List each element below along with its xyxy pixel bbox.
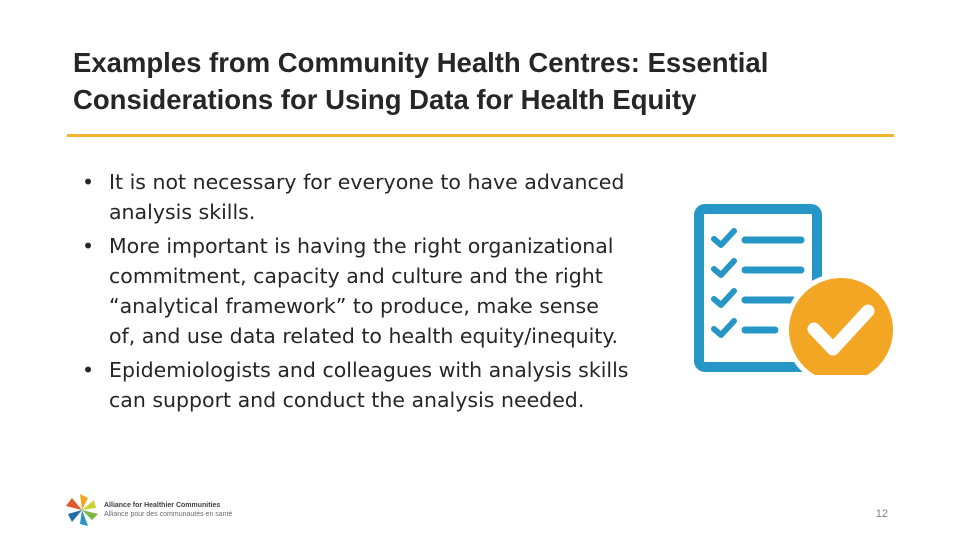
page-number: 12 (875, 508, 888, 520)
organization-logo (64, 492, 264, 528)
bullet-text-line: analysis skills. (109, 200, 256, 224)
bullet-item (82, 355, 692, 415)
bullet-marker: • (82, 170, 95, 194)
checklist-with-checkmark-icon (693, 203, 903, 375)
bullet-text-line: More important is having the right organizational (109, 234, 614, 258)
bullet-text-line: Epidemiologists and colleagues with analysis skills (109, 358, 629, 382)
bullet-text-line: of, and use data related to health equity/inequity. (109, 324, 619, 348)
logo-name-french: Alliance pour des communautés en santé (104, 511, 233, 518)
bullet-item (82, 231, 692, 351)
bullet-text-line: “analytical framework” to produce, make sense (109, 294, 599, 318)
bullet-marker: • (82, 234, 95, 258)
bullet-list (82, 167, 692, 419)
alliance-pinwheel-logo-icon (64, 492, 100, 528)
logo-wordmark (104, 501, 232, 519)
slide-title-line: Examples from Community Health Centres: Essential (73, 47, 769, 78)
title-underline-rule (67, 134, 894, 137)
logo-name-english: Alliance for Healthier Communities (104, 502, 221, 509)
bullet-marker: • (82, 358, 95, 382)
bullet-text-line: It is not necessary for everyone to have advanced (109, 170, 625, 194)
slide-title-line: Considerations for Using Data for Health Equity (73, 84, 697, 115)
bullet-text-line: can support and conduct the analysis needed. (109, 388, 585, 412)
bullet-item (82, 167, 692, 227)
slide-title (73, 44, 893, 118)
bullet-text-line: commitment, capacity and culture and the right (109, 264, 603, 288)
